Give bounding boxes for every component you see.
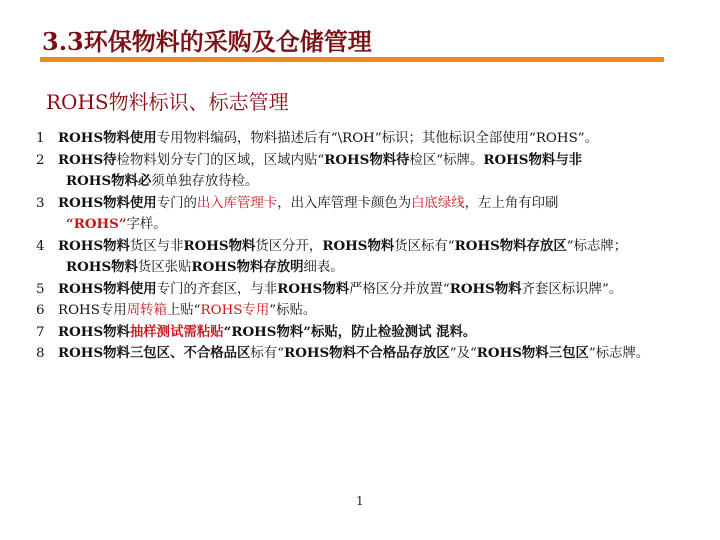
- item-text-segment: “ROHS”: [66, 216, 127, 232]
- item-list: [36, 128, 686, 365]
- item-text-segment: ”标贴。: [269, 303, 317, 318]
- item-text-segment: ROHS物料: [58, 237, 130, 254]
- item-text-segment: ROHS物料: [322, 237, 395, 254]
- item-number: 4: [36, 238, 45, 254]
- item-text-segment: ROHS待: [58, 151, 117, 168]
- item-text-segment: ROHS物料三包区: [476, 345, 589, 361]
- item-text: [58, 193, 686, 236]
- item-text-segment: ROHS物料必: [66, 173, 152, 189]
- list-item: [36, 128, 686, 150]
- item-number: 8: [36, 346, 45, 361]
- item-text: [58, 300, 686, 322]
- item-number: 2: [36, 152, 45, 168]
- item-text-segment: ROHS物料: [58, 323, 130, 340]
- item-text-segment: ”及“: [449, 346, 477, 361]
- item-text-segment: 货区张贴: [137, 260, 192, 275]
- item-text-segment: ROHS物料: [449, 280, 522, 297]
- item-text-segment: ROHS物料不合格品存放区: [284, 345, 450, 361]
- item-number: 3: [36, 195, 45, 211]
- item-text-segment: 周转箱: [126, 303, 167, 318]
- item-text-segment: 专门的: [156, 195, 197, 211]
- item-number: 6: [36, 303, 45, 318]
- item-text-segment: 检物料划分专门的区域，区域内贴“: [116, 152, 325, 168]
- item-text-segment: ”标志牌。: [588, 346, 650, 361]
- item-text-segment: 白底绿线: [411, 195, 465, 211]
- item-text-segment: ROHS物料使用: [58, 130, 157, 146]
- item-text-segment: ROHS专用: [200, 303, 270, 318]
- page-title: 3.3环保物料的采购及仓储管理: [42, 27, 372, 56]
- list-item: [36, 279, 686, 301]
- item-text: [58, 236, 686, 279]
- item-text-segment: ROHS物料与非: [483, 151, 583, 168]
- item-text: [58, 343, 686, 365]
- item-text: [58, 279, 686, 301]
- item-text-segment: ROHS物料三包区、不合格品区: [58, 345, 251, 361]
- list-item: [36, 150, 686, 193]
- item-number: 5: [36, 281, 45, 297]
- item-number: 1: [36, 131, 45, 146]
- item-text-segment: ROHS物料使用: [58, 194, 157, 211]
- item-text-segment: ROHS物料: [183, 237, 256, 254]
- item-text-segment: ROHS物料使用: [58, 280, 157, 297]
- list-item: [36, 322, 686, 344]
- item-text-segment: ROHS物料: [277, 280, 350, 297]
- item-text-segment: ”标志牌；: [566, 238, 628, 254]
- page-number: 1: [356, 494, 364, 508]
- list-item: [36, 236, 686, 279]
- item-text-segment: 须单独存放待检。: [151, 174, 259, 189]
- item-text-segment: 严格区分并放置“: [349, 281, 450, 297]
- item-text-segment: 货区分开，: [255, 238, 323, 254]
- item-text-segment: 字样。: [126, 217, 167, 232]
- item-text-segment: 专门的齐套区，与非: [156, 281, 278, 297]
- item-text-segment: 标贴，防止检验测试 混料。: [310, 323, 477, 340]
- item-text-segment: ROHS专用: [58, 303, 127, 318]
- item-text-segment: “ROHS物料”: [223, 323, 311, 340]
- item-text-segment: 检区”标牌。: [409, 152, 484, 168]
- item-text-segment: ROHS物料存放区: [454, 237, 567, 254]
- item-number: 7: [36, 324, 45, 340]
- item-text-segment: 专用物料编码，物料描述后有“\ROH”标识；其他标识全部使用“ROHS”。: [156, 131, 598, 146]
- item-text-segment: ROHS物料存放明: [191, 259, 304, 275]
- section-subtitle: ROHS物料标识、标志管理: [46, 90, 289, 114]
- item-text-segment: ROHS物料: [66, 259, 138, 275]
- item-text-segment: ，左上角有印刷: [464, 195, 559, 211]
- item-text-segment: 货区标有“: [394, 238, 455, 254]
- title-underline: [40, 57, 664, 62]
- item-text-segment: 货区与非: [129, 238, 184, 254]
- item-text-segment: 标有“: [250, 346, 285, 361]
- list-item: [36, 343, 686, 365]
- item-text-segment: 上贴“: [166, 303, 201, 318]
- item-text-segment: 细表。: [303, 260, 344, 275]
- item-text-segment: ROHS物料待: [324, 151, 410, 168]
- item-text: [58, 150, 686, 193]
- item-text-segment: ，出入库管理卡颜色为: [277, 195, 412, 211]
- list-item: [36, 193, 686, 236]
- item-text: [58, 128, 686, 150]
- item-text: [58, 322, 686, 344]
- list-item: [36, 300, 686, 322]
- item-text-segment: 出入库管理卡: [196, 195, 278, 211]
- item-text-segment: 齐套区标识牌”。: [521, 281, 623, 297]
- item-text-segment: 抽样测试需粘贴: [129, 323, 224, 340]
